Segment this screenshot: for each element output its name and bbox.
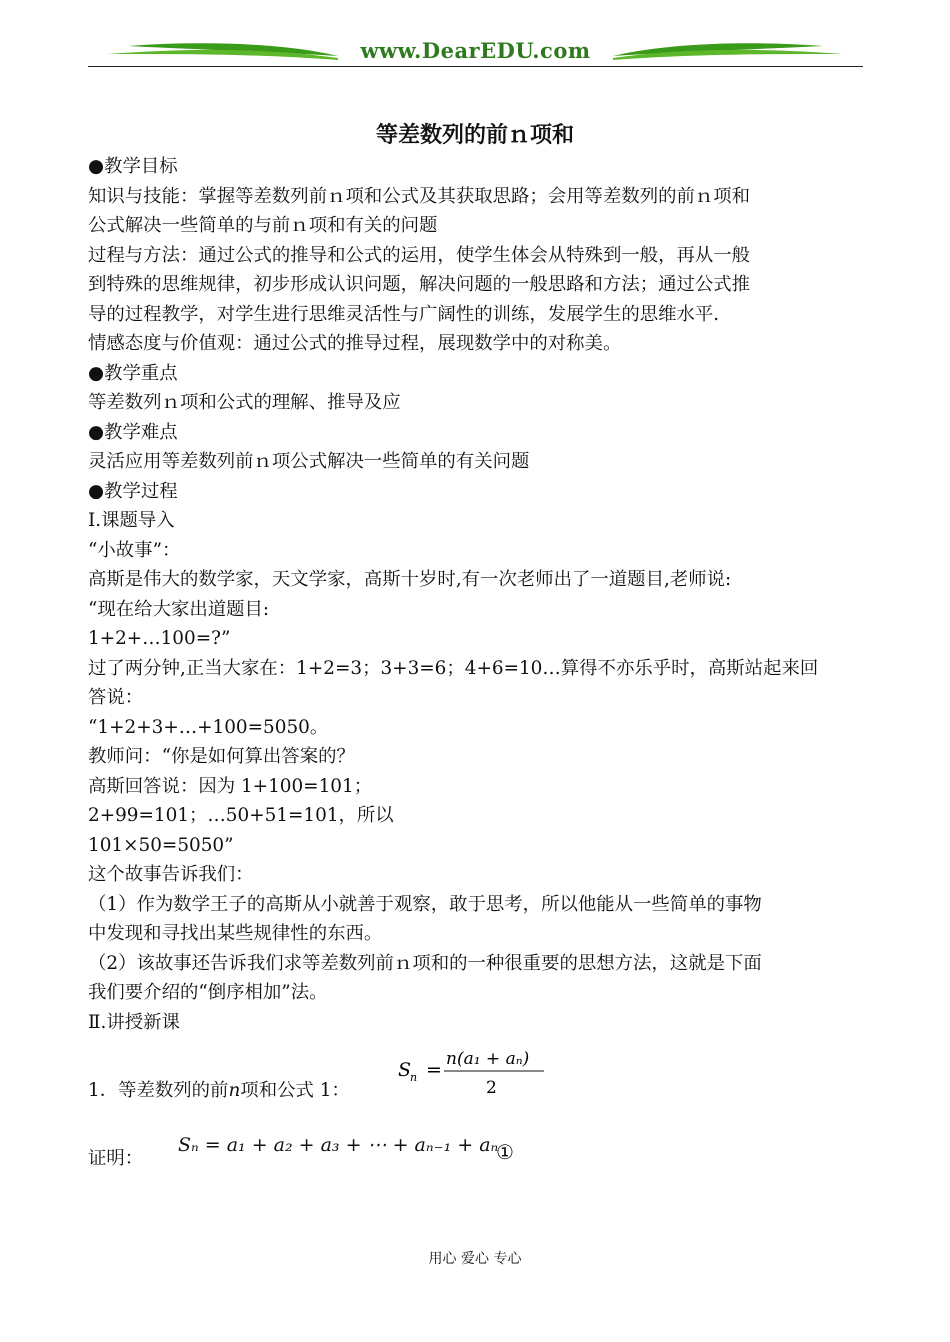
body-line: 等差数列ｎ项和公式的理解、推导及应 (88, 392, 401, 413)
body-line: 1+2+…100=?” (88, 628, 231, 649)
body-line: 这个故事告诉我们： (88, 864, 254, 885)
body-line: 中发现和寻找出某些规律性的东西。 (88, 923, 383, 944)
body-line: 高斯是伟大的数学家，天文学家，高斯十岁时,有一次老师出了一道题目,老师说: (88, 569, 732, 590)
formula-2-expression: Sₙ = a₁ + a₂ + a₃ + ⋯ + aₙ₋₁ + aₙ (178, 1134, 499, 1156)
document-body (88, 152, 868, 1037)
formula-1-lhs-sub: n (410, 1071, 418, 1084)
body-line: ●教学目标 (88, 156, 178, 177)
body-line: ●教学重点 (88, 362, 178, 384)
formula-1-label-prefix: 1．等差数列的前 (88, 1080, 229, 1101)
page-title: 等差数列的前ｎ项和 (375, 122, 574, 148)
body-line: （1）作为数学王子的高斯从小就善于观察，敢于思考，所以他能从一些简单的事物 (88, 893, 762, 915)
body-line: 导的过程教学，对学生进行思维灵活性与广阔性的训练，发展学生的思维水平. (88, 303, 720, 325)
formula-1-block (88, 1046, 588, 1106)
body-line: 我们要介绍的“倒序相加”法。 (88, 982, 328, 1003)
body-line: 答说： (88, 687, 144, 708)
body-line: 情感态度与价值观：通过公式的推导过程，展现数学中的对称美。 (88, 333, 622, 354)
formula-1-label (88, 1076, 350, 1102)
body-line: “现在给大家出道题目: (88, 598, 270, 620)
body-line: Ⅱ.讲授新课 (88, 1011, 180, 1033)
formula-1-label-suffix: 项和公式 1： (240, 1080, 350, 1101)
site-url-logo: www.DearEDU.com (360, 38, 591, 63)
formula-2-label: 证明： (88, 1148, 144, 1169)
body-line: 公式解决一些简单的与前ｎ项和有关的问题 (88, 215, 438, 236)
body-line: 101×50=5050” (88, 834, 234, 856)
body-line: 到特殊的思维规律，初步形成认识问题，解决问题的一般思路和方法；通过公式推 (88, 274, 751, 295)
body-line: 知识与技能：掌握等差数列前ｎ项和公式及其获取思路；会用等差数列的前ｎ项和 (88, 185, 751, 207)
body-line: ●教学过程 (88, 480, 178, 502)
sum-formula-fraction (398, 1046, 558, 1106)
body-line: 教师问：“你是如何算出答案的？ (88, 746, 355, 767)
body-line: ●教学难点 (88, 421, 178, 443)
site-header (88, 36, 863, 70)
formula-1-label-var: n (228, 1080, 241, 1101)
body-line: （2）该故事还告诉我们求等差数列前ｎ项和的一种很重要的思想方法，这就是下面 (88, 952, 762, 974)
body-line: 过程与方法：通过公式的推导和公式的运用，使学生体会从特殊到一般，再从一般 (88, 244, 751, 266)
body-line: “1+2+3+…+100=5050。 (88, 716, 329, 738)
header-rule (88, 66, 863, 67)
body-line: 高斯回答说：因为 1+100=101； (88, 775, 373, 797)
body-line: “小故事”： (88, 539, 181, 561)
formula-1-denominator: 2 (486, 1078, 497, 1098)
body-line: Ⅰ.课题导入 (88, 510, 175, 531)
page-footer: 用心 爱心 专心 (428, 1251, 522, 1267)
body-line: 灵活应用等差数列前ｎ项公式解决一些简单的有关问题 (88, 451, 530, 472)
formula-1-lhs: S (398, 1059, 412, 1081)
equation-marker: ① (496, 1140, 514, 1164)
body-line: 2+99=101；…50+51=101，所以 (88, 805, 394, 826)
formula-1-eq: = (426, 1059, 442, 1081)
body-line: 过了两分钟,正当大家在：1+2=3；3+3=6；4+6=10…算得不亦乐乎时，高斯站起来回 (88, 657, 819, 679)
formula-1-numerator: n(a₁ + aₙ) (446, 1049, 530, 1069)
